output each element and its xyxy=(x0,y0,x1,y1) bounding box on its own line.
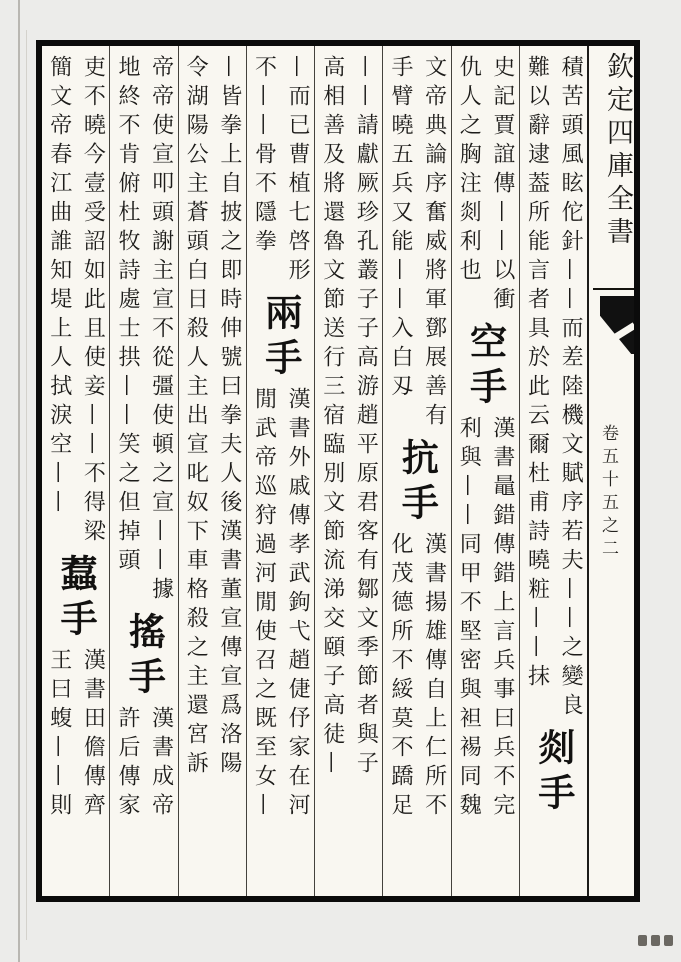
quotation-strip-left: 閒武帝巡狩過河閒使召之既至女— xyxy=(251,387,277,822)
book-title: 欽定四庫全書 xyxy=(602,52,633,250)
page-sheet xyxy=(36,40,640,902)
entry-headword: 蠚手 xyxy=(54,554,99,644)
text-column-group xyxy=(451,46,519,896)
quotation-pair-block xyxy=(247,387,314,822)
quotation-strip-right: 積苦頭風眩佗針——而差陸機文賦序若夫——之變良 xyxy=(558,55,584,722)
text-column-group xyxy=(42,46,109,896)
text-column-group xyxy=(178,46,246,896)
quotation-strip-right: —皆拳上自披之即時伸號曰拳夫人後漢書董宣傳宣爲洛陽 xyxy=(216,55,242,780)
quotation-strip-left: 王曰蝮——則 xyxy=(46,648,72,822)
quotation-pair-block xyxy=(247,55,314,287)
entry-headword: 空手 xyxy=(463,322,508,412)
quotation-pair-block xyxy=(42,55,109,548)
quotation-strip-left: 難以辭逮葢所能言者具於此云爾杜甫詩曉粧——抹 xyxy=(524,55,550,693)
text-column-group xyxy=(109,46,177,896)
quotation-strip-left: 許后傳家 xyxy=(114,706,140,822)
entry-headword: 抗手 xyxy=(395,438,440,528)
photo-edge-line xyxy=(18,0,20,962)
quotation-pair-block xyxy=(315,55,382,780)
quotation-strip-left: 仇人之胸注剡利也 xyxy=(456,55,482,287)
volume-label: 卷五十五之二 xyxy=(598,424,618,562)
fold-rule-line xyxy=(593,288,634,290)
quotation-strip-right: 漢書成帝 xyxy=(148,706,174,822)
quotation-strip-right: 帝帝使宣叩頭謝主宣不從彊使頓之宣——據 xyxy=(148,55,174,606)
quotation-strip-right: ——請獻厥珍孔叢子子高游趙平原君客有鄒文季節者與子 xyxy=(353,55,379,780)
entry-headword: 兩手 xyxy=(258,293,303,383)
quotation-strip-left: 簡文帝春江曲誰知堤上人拭淚空—— xyxy=(46,55,72,519)
quotation-pair-block xyxy=(520,55,587,722)
text-column-group xyxy=(519,46,587,896)
text-column-group xyxy=(314,46,382,896)
quotation-strip-left: 不——骨不隱拳 xyxy=(251,55,277,258)
quotation-strip-left: 令湖陽公主蒼頭白日殺人主出宣叱奴下車格殺之主還宮訴 xyxy=(183,55,209,780)
quotation-strip-left: 地終不肯俯杜牧詩處士拱——笑之但掉頭 xyxy=(114,55,140,577)
quotation-strip-right: —而已曹植七啓形 xyxy=(285,55,311,287)
quotation-strip-left: 化茂德所不綏莫不蹻足 xyxy=(387,532,413,822)
quotation-strip-right: 吏不曉今壹受詔如此且使妾——不得梁 xyxy=(80,55,106,548)
quotation-pair-block xyxy=(383,55,450,432)
quotation-strip-right: 史記賈誼傳——以衝 xyxy=(489,55,515,316)
quotation-strip-left: 手臂曉五兵又能——入白刄 xyxy=(387,55,413,403)
quotation-pair-block xyxy=(179,55,246,780)
text-column-group xyxy=(382,46,450,896)
quotation-pair-block xyxy=(383,532,450,822)
quotation-pair-block xyxy=(42,648,109,822)
quotation-pair-block xyxy=(110,706,177,822)
quotation-pair-block xyxy=(452,55,519,316)
quotation-strip-right: 漢書揚雄傳自上仁所不 xyxy=(421,532,447,822)
quotation-strip-right: 漢書田儋傳齊 xyxy=(80,648,106,822)
photo-edge-line-inner xyxy=(26,30,27,940)
quotation-strip-right: 漢書鼂錯傳錯上言兵事曰兵不完 xyxy=(489,416,515,822)
quotation-strip-right: 漢書外戚傳孝武鉤弋趙倢伃家在河 xyxy=(285,387,311,822)
scan-noise-marks xyxy=(638,935,673,946)
quotation-pair-block xyxy=(452,416,519,822)
quotation-strip-left: 利與——同甲不堅密與袒裼同魏 xyxy=(456,416,482,822)
quotation-strip-right: 文帝典論序奮威將軍鄧展善有 xyxy=(421,55,447,432)
entry-headword: 剡手 xyxy=(531,728,576,818)
banxin-centerfold-strip xyxy=(587,46,634,896)
text-column-group xyxy=(246,46,314,896)
quotation-pair-block xyxy=(110,55,177,606)
quotation-strip-left: 高相善及將還魯文節送行三宿臨別文節流涕交頤子高徒— xyxy=(319,55,345,780)
entry-headword: 搖手 xyxy=(122,612,167,702)
